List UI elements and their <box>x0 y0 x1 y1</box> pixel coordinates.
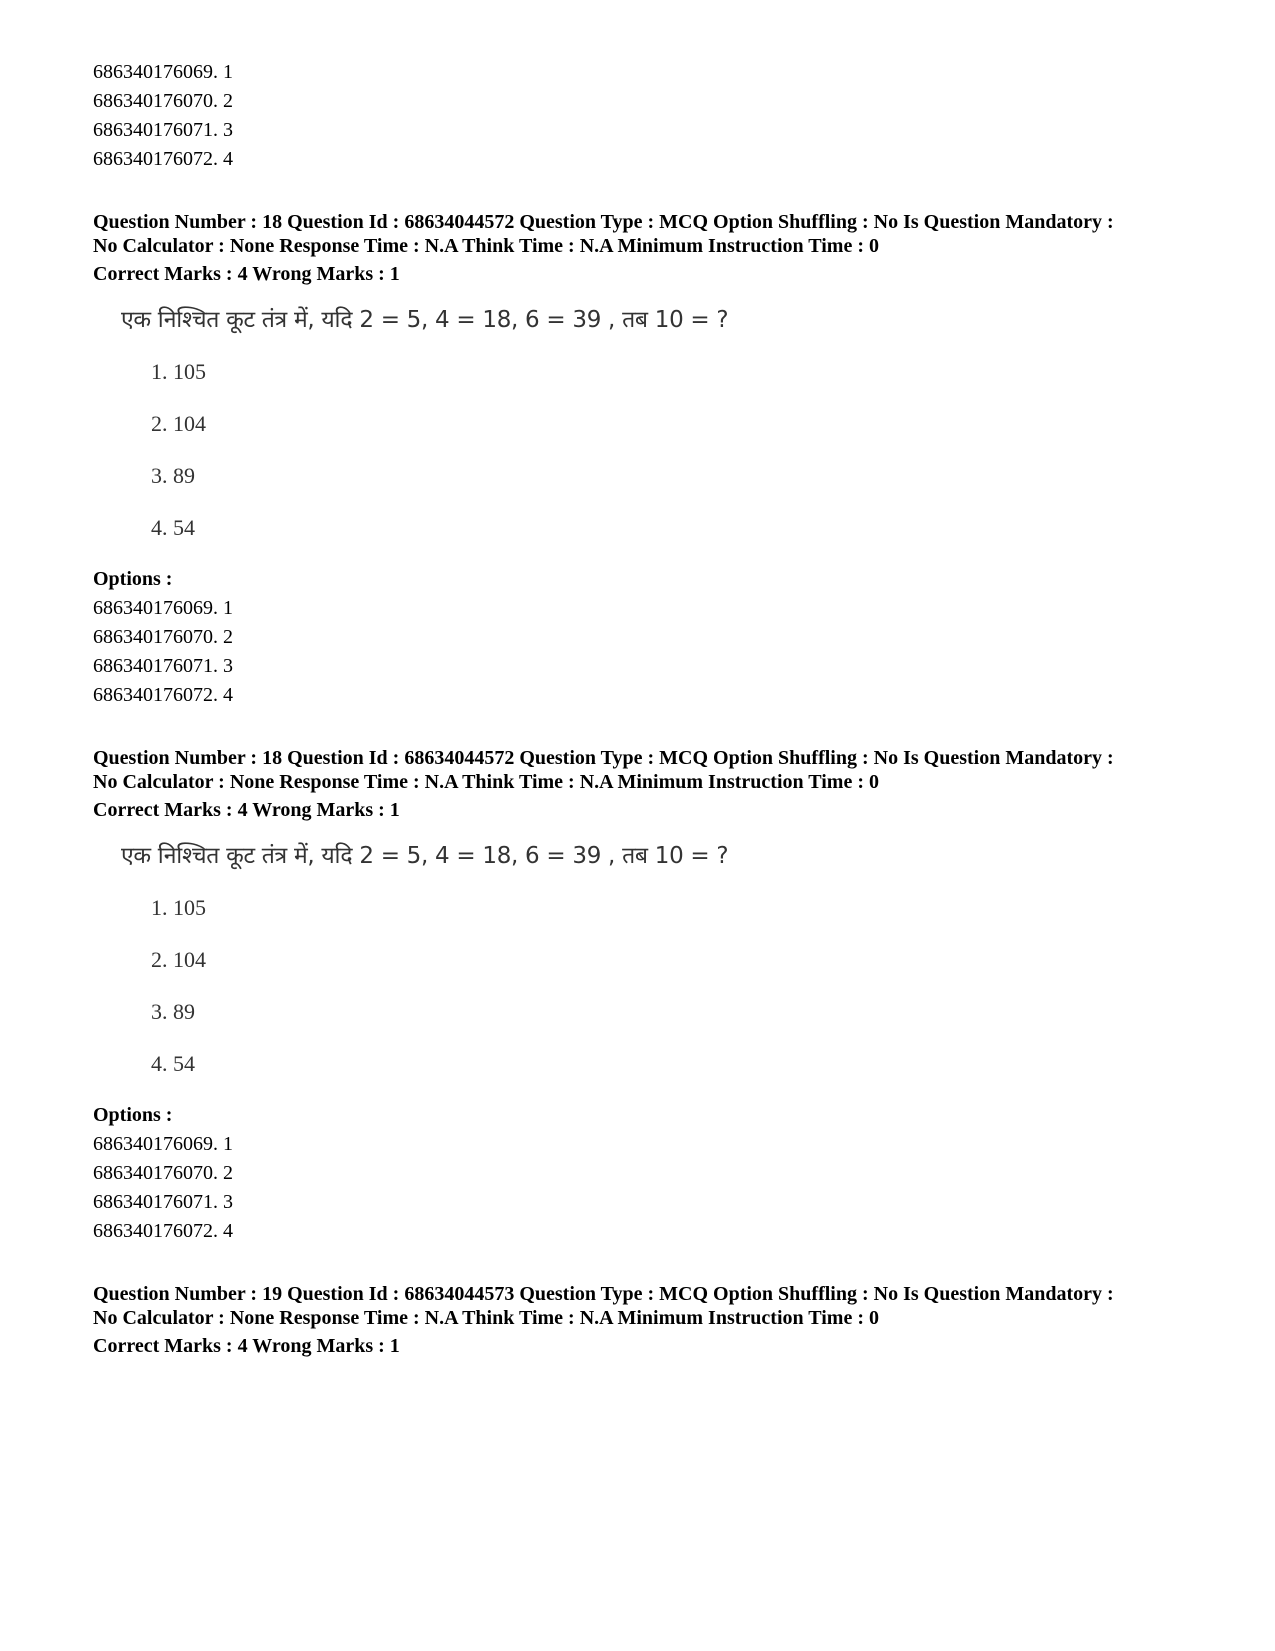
question-block <box>93 210 1193 710</box>
option-id-line: 686340176071. 3 <box>93 119 233 141</box>
question-header-line1: Question Number : 18 Question Id : 68634044572 Question Type : MCQ Option Shuffling : No Is Question Mandatory : <box>93 211 1114 233</box>
option-id-line: 686340176070. 2 <box>93 626 233 648</box>
question-choice: 1. 105 <box>151 895 206 920</box>
option-id-line: 686340176069. 1 <box>93 1133 233 1155</box>
question-header-line2: No Calculator : None Response Time : N.A Think Time : N.A Minimum Instruction Time : 0 <box>93 771 879 793</box>
option-id-line: 686340176071. 3 <box>93 1191 233 1213</box>
options-label: Options : <box>93 1104 173 1126</box>
question-block <box>93 1282 1193 1361</box>
question-header-line2: No Calculator : None Response Time : N.A Think Time : N.A Minimum Instruction Time : 0 <box>93 235 879 257</box>
question-header-line1: Question Number : 19 Question Id : 68634044573 Question Type : MCQ Option Shuffling : No Is Question Mandatory : <box>93 1283 1114 1305</box>
question-choice: 3. 89 <box>151 999 195 1024</box>
option-id-line: 686340176072. 4 <box>93 148 233 170</box>
question-marks: Correct Marks : 4 Wrong Marks : 1 <box>93 799 400 821</box>
question-text: एक निश्चित कूट तंत्र में, यदि 2 = 5, 4 = 18, 6 = 39 , तब 10 = ? <box>121 843 729 869</box>
question-marks: Correct Marks : 4 Wrong Marks : 1 <box>93 263 400 285</box>
question-header-line2: No Calculator : None Response Time : N.A Think Time : N.A Minimum Instruction Time : 0 <box>93 1307 879 1329</box>
question-image <box>121 305 1193 543</box>
question-choice: 2. 104 <box>151 947 206 972</box>
options-label: Options : <box>93 568 173 590</box>
document-page <box>93 58 1193 1397</box>
option-id-line: 686340176071. 3 <box>93 655 233 677</box>
option-id-line: 686340176069. 1 <box>93 61 233 83</box>
option-id-line: 686340176069. 1 <box>93 597 233 619</box>
option-id-line: 686340176070. 2 <box>93 1162 233 1184</box>
question-choice: 2. 104 <box>151 411 206 436</box>
option-id-line: 686340176072. 4 <box>93 684 233 706</box>
question-choice: 4. 54 <box>151 515 195 540</box>
question-marks: Correct Marks : 4 Wrong Marks : 1 <box>93 1335 400 1357</box>
question-block <box>93 746 1193 1246</box>
question-choice: 4. 54 <box>151 1051 195 1076</box>
question-image <box>121 841 1193 1079</box>
option-id-line: 686340176072. 4 <box>93 1220 233 1242</box>
question-choice: 1. 105 <box>151 359 206 384</box>
question-choice: 3. 89 <box>151 463 195 488</box>
top-options-list <box>93 58 1193 174</box>
question-header-line1: Question Number : 18 Question Id : 68634044572 Question Type : MCQ Option Shuffling : No Is Question Mandatory : <box>93 747 1114 769</box>
option-id-line: 686340176070. 2 <box>93 90 233 112</box>
question-text: एक निश्चित कूट तंत्र में, यदि 2 = 5, 4 = 18, 6 = 39 , तब 10 = ? <box>121 307 729 333</box>
